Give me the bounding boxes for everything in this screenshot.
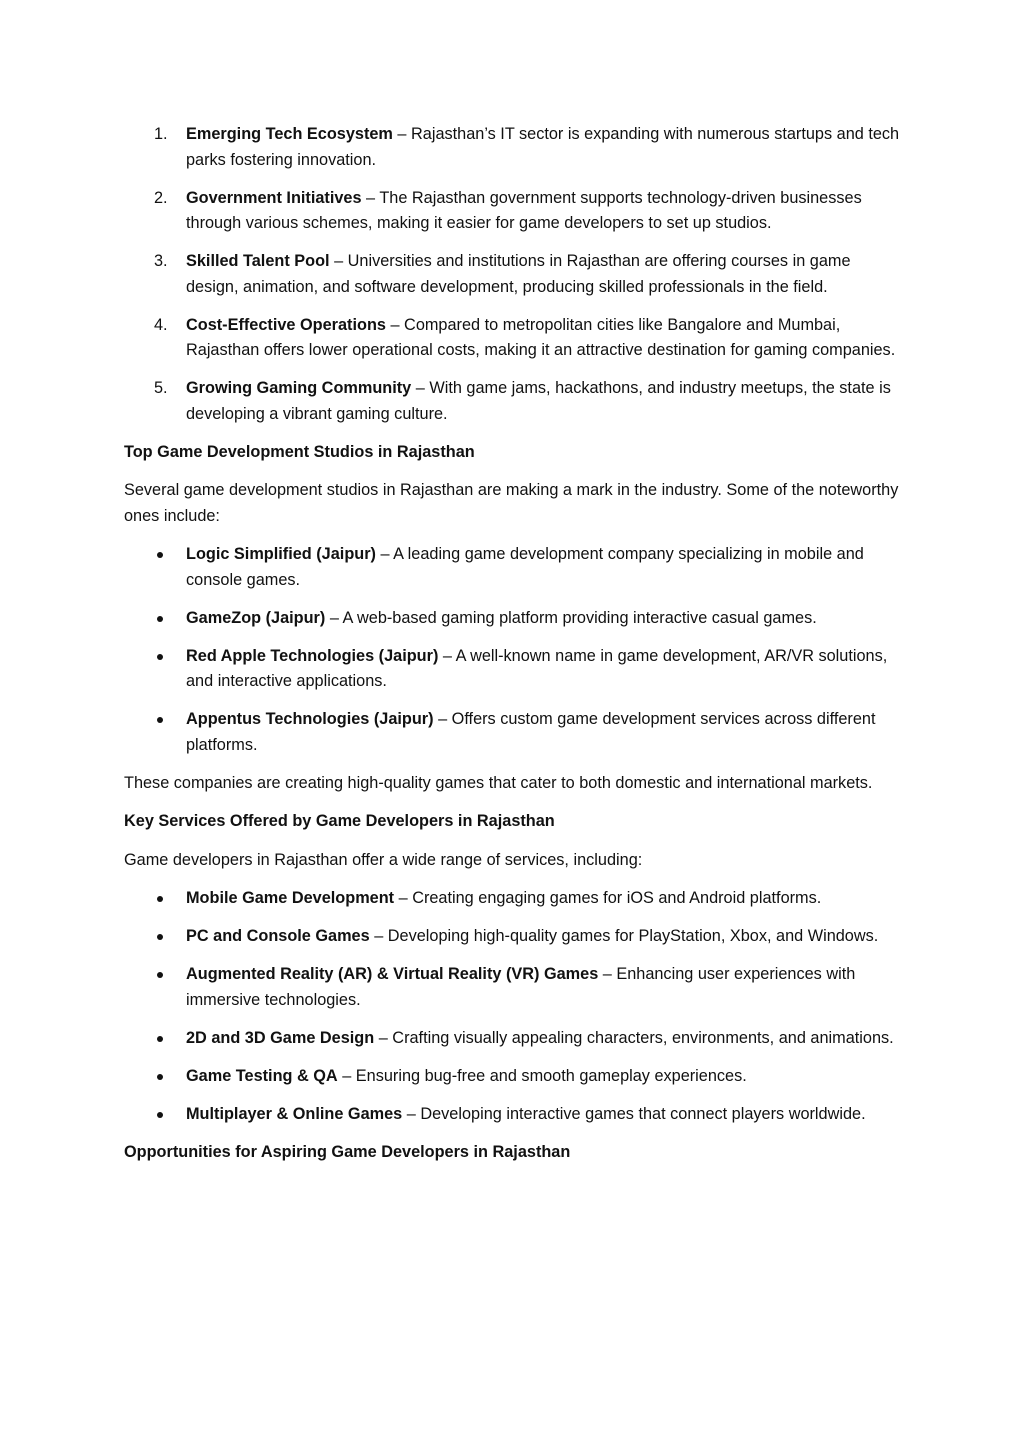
bullet-icon — [157, 1074, 163, 1080]
item-text: – Crafting visually appealing characters, environments, and animations. — [374, 1028, 894, 1047]
reasons-numbered-list — [124, 122, 904, 427]
item-title: 2D and 3D Game Design — [186, 1028, 375, 1047]
document-page — [124, 122, 904, 1178]
list-item — [124, 313, 904, 364]
bullet-icon — [157, 972, 163, 978]
item-title: Appentus Technologies (Jaipur) — [186, 710, 434, 728]
studios-outro: These companies are creating high-quality games that cater to both domestic and international markets. — [124, 773, 873, 792]
list-item — [124, 962, 904, 1013]
list-number: 3. — [154, 252, 168, 270]
item-text: – Compared to metropolitan cities like Bangalore and Mumbai, Rajasthan offers lower operational costs, making it an attractive destination for gaming companies. — [186, 315, 896, 359]
item-title: Red Apple Technologies (Jaipur) — [186, 646, 439, 665]
item-title: Emerging Tech Ecosystem — [186, 125, 393, 143]
item-title: Augmented Reality (AR) & Virtual Reality (VR) Games — [186, 965, 599, 983]
item-title: Skilled Talent Pool — [186, 252, 330, 270]
list-number: 5. — [154, 379, 168, 397]
item-title: PC and Console Games — [186, 927, 370, 945]
item-text: – Developing interactive games that connect players worldwide. — [402, 1104, 866, 1123]
list-item — [124, 707, 904, 758]
list-item — [124, 1102, 904, 1128]
item-text: – With game jams, hackathons, and industry meetups, the state is developing a vibrant gaming culture. — [186, 379, 891, 423]
item-title: Cost-Effective Operations — [186, 315, 386, 334]
bullet-icon — [157, 934, 163, 940]
list-item — [124, 1026, 904, 1052]
opportunities-heading: Opportunities for Aspiring Game Developers in Rajasthan — [124, 1142, 571, 1161]
studios-heading: Top Game Development Studios in Rajasthan — [124, 442, 475, 461]
services-intro: Game developers in Rajasthan offer a wide range of services, including: — [124, 850, 643, 869]
item-text: – Rajasthan’s IT sector is expanding with numerous startups and tech parks fostering innovation. — [186, 125, 900, 169]
list-number: 1. — [154, 125, 168, 143]
bullet-icon — [157, 1112, 163, 1118]
item-title: GameZop (Jaipur) — [186, 608, 326, 627]
item-title: Game Testing & QA — [186, 1066, 338, 1085]
studios-intro: Several game development studios in Rajasthan are making a mark in the industry. Some of the noteworthy ones include: — [124, 481, 899, 525]
item-text: – Offers custom game development services across different platforms. — [186, 710, 876, 754]
list-item — [124, 1064, 904, 1090]
list-number: 2. — [154, 188, 168, 207]
studios-bullet-list — [124, 542, 904, 758]
item-text: – Enhancing user experiences with immersive technologies. — [186, 965, 856, 1009]
item-title: Multiplayer & Online Games — [186, 1104, 403, 1123]
services-heading: Key Services Offered by Game Developers in Rajasthan — [124, 812, 555, 830]
bullet-icon — [157, 654, 163, 660]
item-title: Government Initiatives — [186, 188, 362, 207]
list-item — [124, 606, 904, 632]
item-text: – Developing high-quality games for PlayStation, Xbox, and Windows. — [369, 927, 879, 945]
list-item — [124, 644, 904, 695]
item-text: – The Rajasthan government supports technology-driven businesses through various schemes, making it easier for game developers to set up studios. — [186, 188, 862, 232]
item-text: – A leading game development company specializing in mobile and console games. — [186, 545, 864, 589]
bullet-icon — [157, 1036, 163, 1042]
list-item — [124, 542, 904, 593]
item-text: – Creating engaging games for iOS and Android platforms. — [394, 889, 822, 907]
services-bullet-list — [124, 886, 904, 1127]
list-number: 4. — [154, 315, 168, 334]
item-text: – Universities and institutions in Rajasthan are offering courses in game design, animation, and software development, producing skilled professionals in the field. — [186, 252, 851, 296]
item-text: – A web-based gaming platform providing interactive casual games. — [325, 608, 817, 627]
item-title: Growing Gaming Community — [186, 379, 412, 397]
item-text: – A well-known name in game development, AR/VR solutions, and interactive applications. — [186, 646, 888, 690]
list-item — [124, 249, 904, 300]
bullet-icon — [157, 717, 163, 723]
list-item — [124, 886, 904, 912]
bullet-icon — [157, 896, 163, 902]
list-item — [124, 186, 904, 237]
bullet-icon — [157, 616, 163, 622]
list-item — [124, 924, 904, 950]
bullet-icon — [157, 552, 163, 558]
list-item — [124, 122, 904, 173]
item-title: Mobile Game Development — [186, 889, 395, 907]
item-title: Logic Simplified (Jaipur) — [186, 545, 376, 563]
item-text: – Ensuring bug-free and smooth gameplay experiences. — [337, 1066, 747, 1085]
list-item — [124, 376, 904, 427]
